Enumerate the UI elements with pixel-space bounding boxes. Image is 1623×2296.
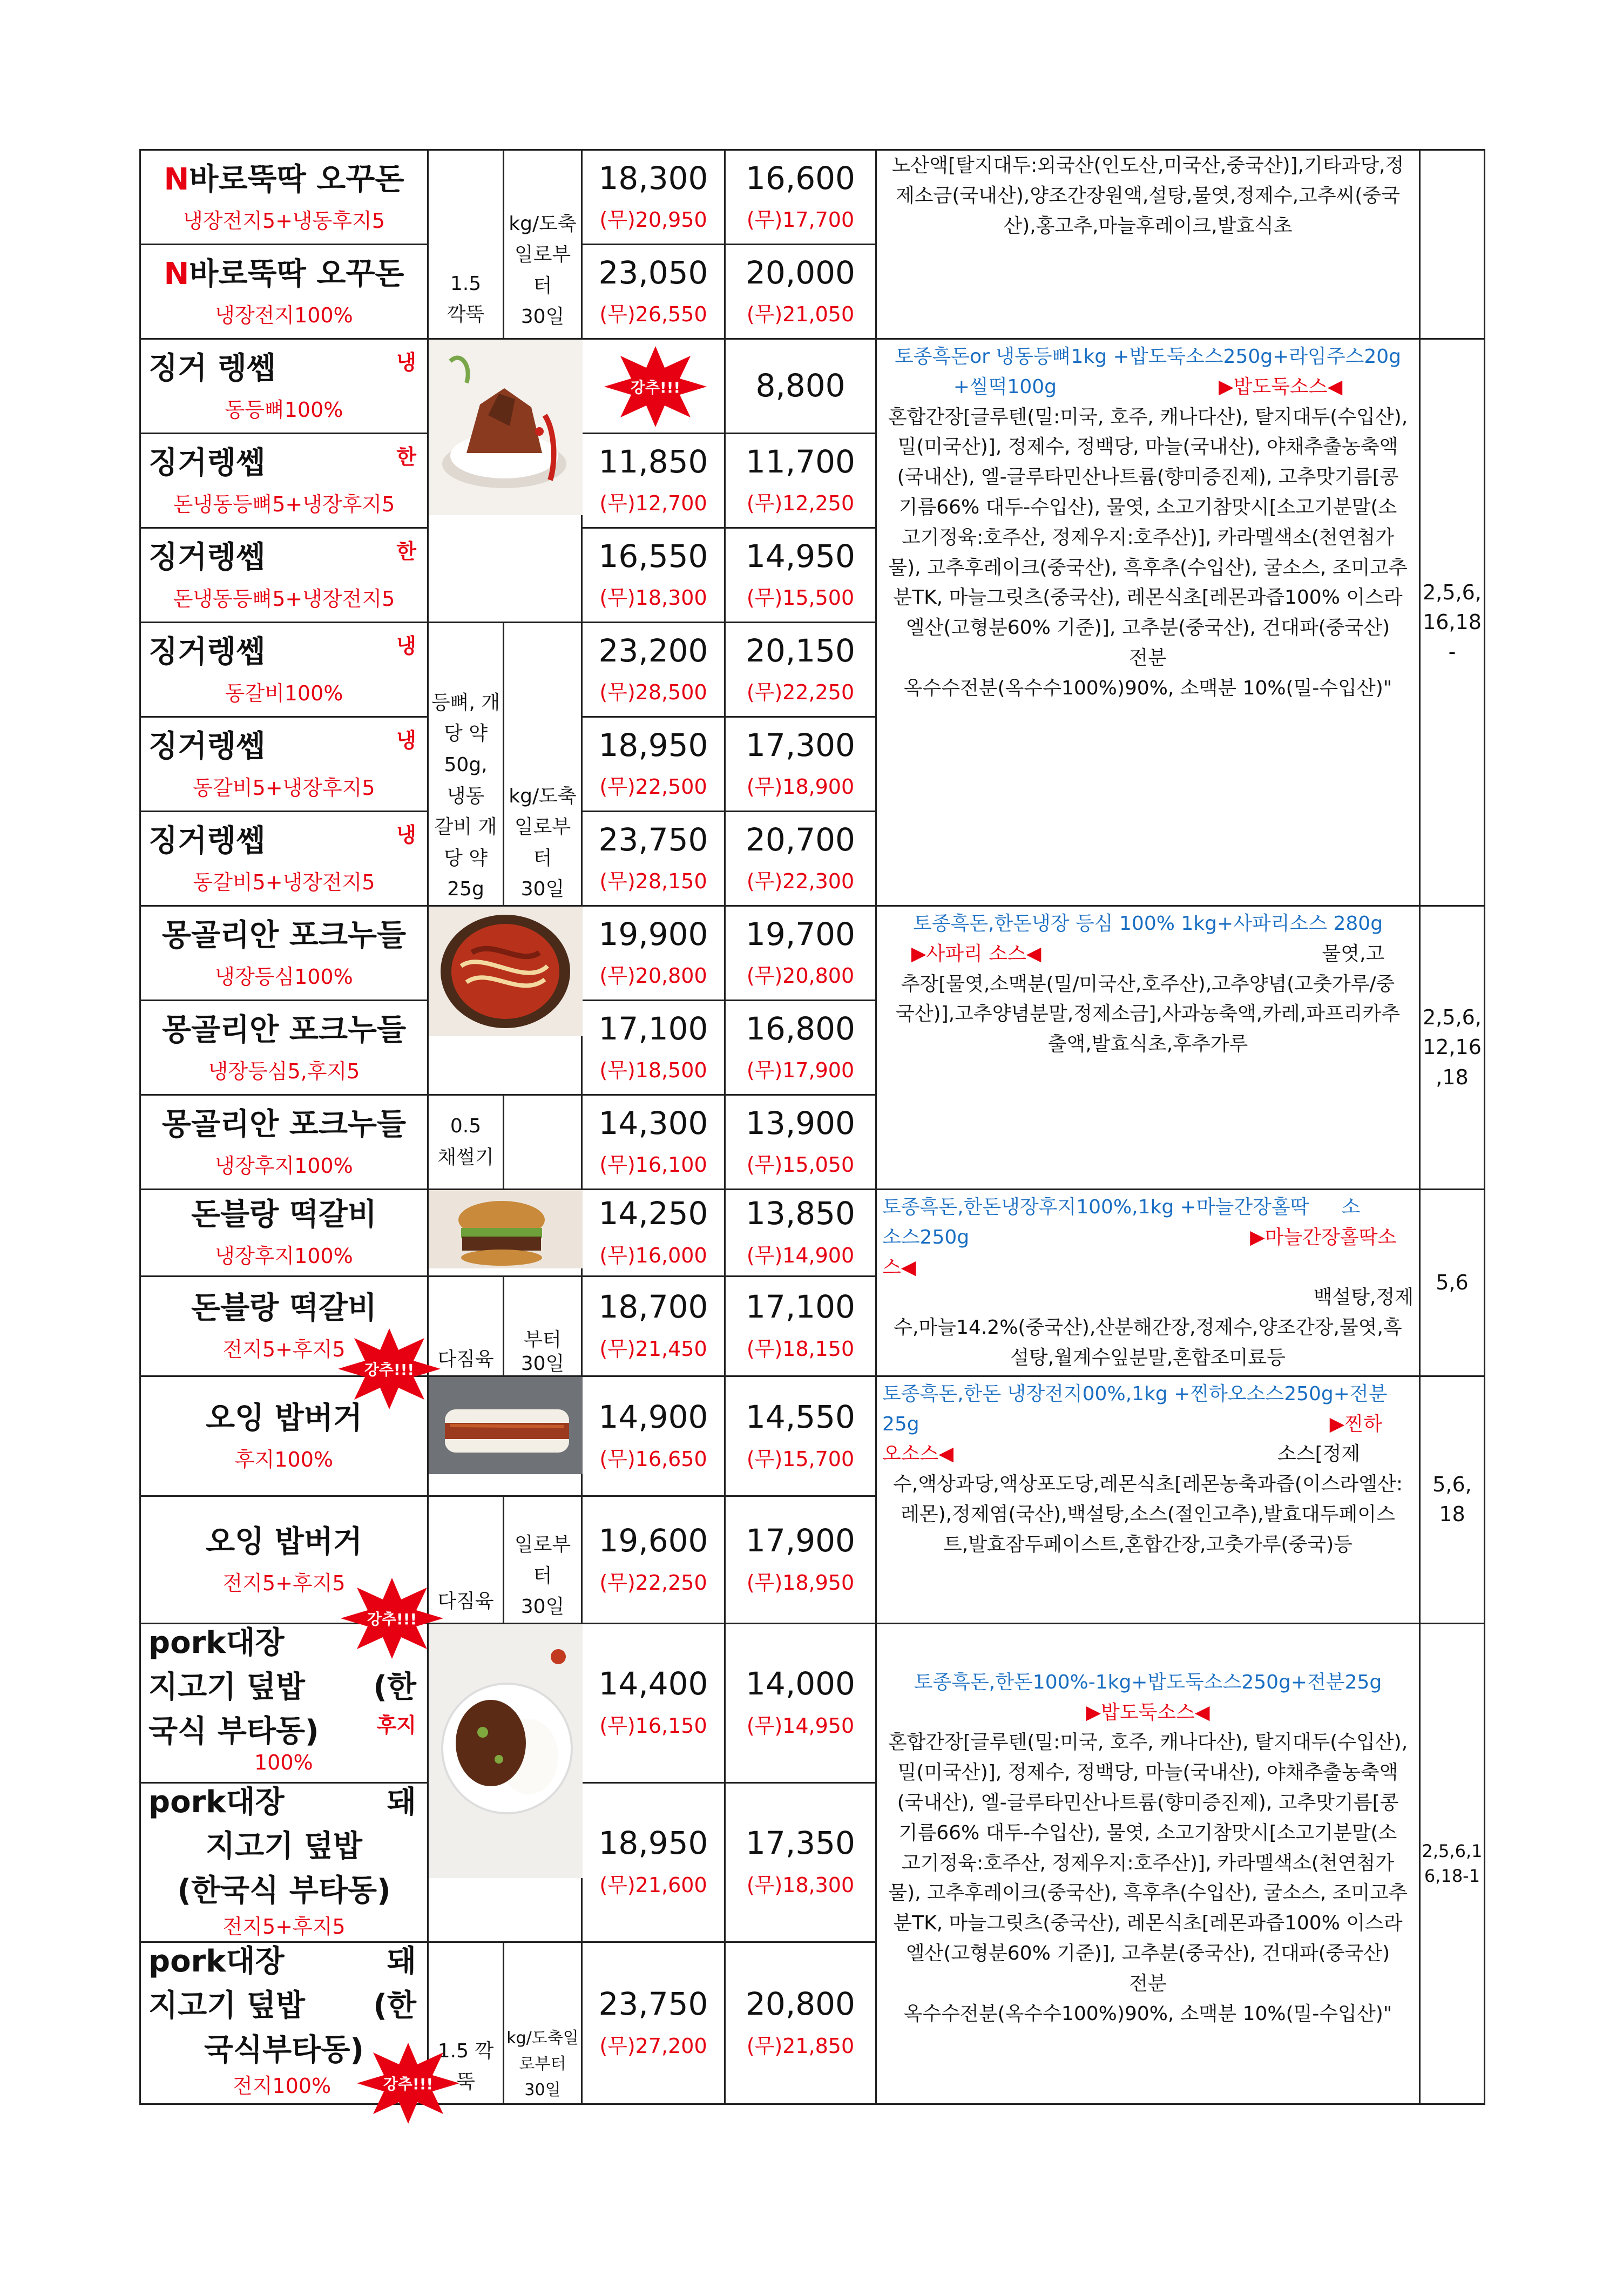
product-photo: [428, 906, 582, 1095]
recommend-badge: 강추!!!: [341, 1578, 443, 1659]
product-cell: 징거렝쎕 냉 동갈비100%: [140, 623, 428, 717]
price-cell: 16,600 (무)17,700: [725, 150, 876, 245]
price-cell: 14,950 (무)15,500: [725, 528, 876, 623]
product-cell: N바로뚝딱 오꾸돈 냉장전지5+냉동후지5: [140, 150, 428, 245]
price-cell: 20,800 (무)21,850: [725, 1942, 876, 2104]
product-cell: N바로뚝딱 오꾸돈 냉장전지100%: [140, 245, 428, 339]
price-cell: 23,750 (무)27,200: [582, 1942, 725, 2104]
price-cell: 18,950 (무)22,500: [582, 717, 725, 812]
price-cell: 13,900 (무)15,050: [725, 1095, 876, 1190]
table-row: [140, 339, 1485, 434]
price-cell: 20,700 (무)22,300: [725, 812, 876, 906]
delivery-days-cell: [1420, 150, 1485, 339]
price-cell: 19,600 (무)22,250: [582, 1496, 725, 1623]
product-cell: 몽골리안 포크누들 냉장등심5,후지5: [140, 1001, 428, 1095]
table-row: [140, 1190, 1485, 1277]
product-cell: 오잉 밥버거 전지5+후지5 강추!!!: [140, 1496, 428, 1623]
delivery-days-cell: 2,5,6, 12,16 ,18: [1420, 906, 1485, 1190]
ingredients-cell: 토종흑돈,한돈100%-1kg+밥도둑소스250g+전분25g ▶밥도둑소스◀ 혼합간장[글루텐(밀:미국, 호주, 캐나다산), 탈지대두(수입산), 밀(미국산)], 정제수, 정백당, 마늘(국내산), 야채추출농축액 (국내산), 엘-글루타민산나트륨(향미증진제), 고추맛기름[콩 기름66% 대두-수입산), 물엿, 소고기참맛시[소고기분말(소 고기정육:호주산, 정제우지:호주산)], 카라멜색소(천연첨가 물), 고추후레이크(중국산), 흑후추(수입산), 굴소스, 조미고추 분TK, 마늘그릿츠(중국산), 레몬식초[레몬과즙100% 이스라 엘산(고형분60% 기준)], 고추분(중국산), 건대파(중국산) 전분 옥수수전분(옥수수100%)90%, 소맥분 10%(밀-수입산)": [876, 1623, 1420, 2104]
delivery-days-cell: 5,6: [1420, 1190, 1485, 1376]
unit-cell: 등뼈, 개 당 약 50g, 냉동 갈비 개 당 약 25g: [428, 623, 504, 906]
product-cell: pork대장 돼 지고기 덮밥 (한국식 부타동) 전지5+후지5: [140, 1782, 428, 1942]
pork-noodle-photo: [429, 907, 583, 1036]
price-cell: 11,850 (무)12,700: [582, 434, 725, 528]
shelf-life-cell: kg/도축일 로부터 30일: [504, 1942, 582, 2104]
price-cell: 19,700 (무)20,800: [725, 906, 876, 1001]
product-photo: [428, 339, 582, 623]
unit-cell: 다짐육: [428, 1496, 504, 1623]
price-cell: 13,850 (무)14,900: [725, 1190, 876, 1277]
table-row: [140, 150, 1485, 245]
product-cell: pork대장 돼 지고기 덮밥 (한 국식부타동) 전지100% 강추!!!: [140, 1942, 428, 2104]
price-cell: 20,000 (무)21,050: [725, 245, 876, 339]
delivery-days-cell: 5,6, 18: [1420, 1376, 1485, 1623]
price-cell: 14,250 (무)16,000: [582, 1190, 725, 1277]
unit-cell: 1.5 깍뚝: [428, 150, 504, 339]
price-cell: 17,350 (무)18,300: [725, 1782, 876, 1942]
price-cell: 18,300 (무)20,950: [582, 150, 725, 245]
price-cell: 17,100 (무)18,150: [725, 1276, 876, 1376]
shelf-life-cell: 부터 30일: [504, 1276, 582, 1376]
price-cell: 23,200 (무)28,500: [582, 623, 725, 717]
shelf-life-cell: kg/도축 일로부 터 30일: [504, 623, 582, 906]
delivery-days-cell: 2,5,6, 16,18 -: [1420, 339, 1485, 906]
product-cell: 징거렝쎕 한 돈냉동등뼈5+냉장후지5: [140, 434, 428, 528]
shelf-life-cell: kg/도축 일로부 터 30일: [504, 150, 582, 339]
price-cell: 16,550 (무)18,300: [582, 528, 725, 623]
price-cell: 20,150 (무)22,250: [725, 623, 876, 717]
recommend-badge: 강추!!!: [338, 1328, 441, 1409]
price-cell: 19,900 (무)20,800: [582, 906, 725, 1001]
shelf-life-cell: 일로부 터 30일: [504, 1496, 582, 1623]
price-cell: 14,550 (무)15,700: [725, 1376, 876, 1496]
spicy-backbone-stew-photo: [429, 340, 583, 515]
recommend-badge: 강추!!!: [604, 346, 707, 427]
product-cell: 오잉 밥버거 후지100%: [140, 1376, 428, 1496]
burger-photo: [429, 1190, 583, 1268]
ingredients-cell: 토종흑돈,한돈냉장 등심 100% 1kg+사파리소스 280g ▶사파리 소스◀ 물엿,고 추장[물엿,소맥분(밀/미국산,호주산),고추양념(고춧가루/중 국산)],고추양념분말,정제소금],사과농축액,카레,파프리카추 출액,발효식초,후추가루: [876, 906, 1420, 1190]
rice-bowl-photo: [429, 1624, 583, 1878]
product-cell: 징거렝쎕 냉 동갈비5+냉장후지5: [140, 717, 428, 812]
price-cell: 17,900 (무)18,950: [725, 1496, 876, 1623]
price-cell: 8,800: [725, 339, 876, 434]
price-cell: 23,050 (무)26,550: [582, 245, 725, 339]
product-cell: 몽골리안 포크누들 냉장후지100%: [140, 1095, 428, 1190]
price-cell: 18,950 (무)21,600: [582, 1782, 725, 1942]
price-cell: 14,900 (무)16,650: [582, 1376, 725, 1496]
price-cell: 11,700 (무)12,250: [725, 434, 876, 528]
price-cell: [582, 339, 725, 434]
price-cell: 16,800 (무)17,900: [725, 1001, 876, 1095]
delivery-days-cell: 2,5,6,1 6,18-1: [1420, 1623, 1485, 2104]
unit-cell: 1.5 깍 뚝: [428, 1942, 504, 2104]
price-cell: 14,300 (무)16,100: [582, 1095, 725, 1190]
menu-price-table: [139, 149, 1485, 2105]
product-cell: pork대장 지고기 덮밥 (한 국식 부타동) 후지 100%: [140, 1623, 428, 1782]
price-cell: 23,750 (무)28,150: [582, 812, 725, 906]
price-cell: 18,700 (무)21,450: [582, 1276, 725, 1376]
product-cell: 돈블랑 떡갈비 냉장후지100%: [140, 1190, 428, 1277]
ingredients-cell: 노산액[탈지대두:외국산(인도산,미국산,중국산)],기타과당,정 제소금(국내산),양조간장원액,설탕,물엿,정제수,고추씨(중국 산),홍고추,마늘후레이크,발효식초: [876, 150, 1420, 339]
price-cell: 14,000 (무)14,950: [725, 1623, 876, 1782]
unit-cell: 0.5 채썰기: [428, 1095, 504, 1190]
price-cell: 17,100 (무)18,500: [582, 1001, 725, 1095]
product-photo: [428, 1190, 582, 1277]
price-cell: 14,400 (무)16,150: [582, 1623, 725, 1782]
product-cell: 징거 렝쎕 냉 동등뼈100%: [140, 339, 428, 434]
rice-burger-photo: [429, 1377, 583, 1474]
unit-cell: 다짐육: [428, 1276, 504, 1376]
shelf-life-cell: [504, 1095, 582, 1190]
table-row: [140, 906, 1485, 1001]
product-photo: [428, 1623, 582, 1942]
product-photo: [428, 1376, 582, 1496]
product-cell: 징거렝쎕 한 돈냉동등뼈5+냉장전지5: [140, 528, 428, 623]
product-cell: 징거렝쎕 냉 동갈비5+냉장전지5: [140, 812, 428, 906]
ingredients-cell: 토종흑돈,한돈냉장후지100%,1kg +마늘간장홀딱 소 소스250g ▶마늘간장홀딱소스◀ 백설탕,정제 수,마늘14.2%(중국산),산분해간장,정제수,양조간장,물엿,흑 설탕,월계수잎분말,혼합조미료등: [876, 1190, 1420, 1376]
product-cell: 몽골리안 포크누들 냉장등심100%: [140, 906, 428, 1001]
recommend-badge: 강추!!!: [357, 2043, 459, 2124]
ingredients-cell: 토종흑돈,한돈 냉장전지00%,1kg +찐하오소스250g+전분 25g ▶찐하 오소스◀ 소스[정제 수,액상과당,액상포도당,레몬식초[레몬농축과즙(이스라엘산: 레몬),정제염(국산),백설탕,소스(절인고추),발효대두페이스 트,발효잠두페이스트,혼합간장,고춧가루(중국)등: [876, 1376, 1420, 1623]
product-cell: 돈블랑 떡갈비 전지5+후지5 강추!!!: [140, 1276, 428, 1376]
ingredients-cell: 토종흑돈or 냉동등뼈1kg +밥도둑소스250g+라임주스20g +씰떡100g ▶밥도둑소스◀ 혼합간장[글루텐(밀:미국, 호주, 캐나다산), 탈지대두(수입산), 밀(미국산)], 정제수, 정백당, 마늘(국내산), 야채추출농축액 (국내산), 엘-글루타민산나트륨(향미증진제), 고추맛기름[콩 기름66% 대두-수입산), 물엿, 소고기참맛시[소고기분말(소 고기정육:호주산, 정제우지:호주산)], 카라멜색소(천연첨가 물), 고추후레이크(중국산), 흑후추(수입산), 굴소스, 조미고추 분TK, 마늘그릿츠(중국산), 레몬식초[레몬과즙100% 이스라 엘산(고형분60% 기준)], 고추분(중국산), 건대파(중국산) 전분 옥수수전분(옥수수100%)90%, 소맥분 10%(밀-수입산)": [876, 339, 1420, 906]
price-cell: 17,300 (무)18,900: [725, 717, 876, 812]
